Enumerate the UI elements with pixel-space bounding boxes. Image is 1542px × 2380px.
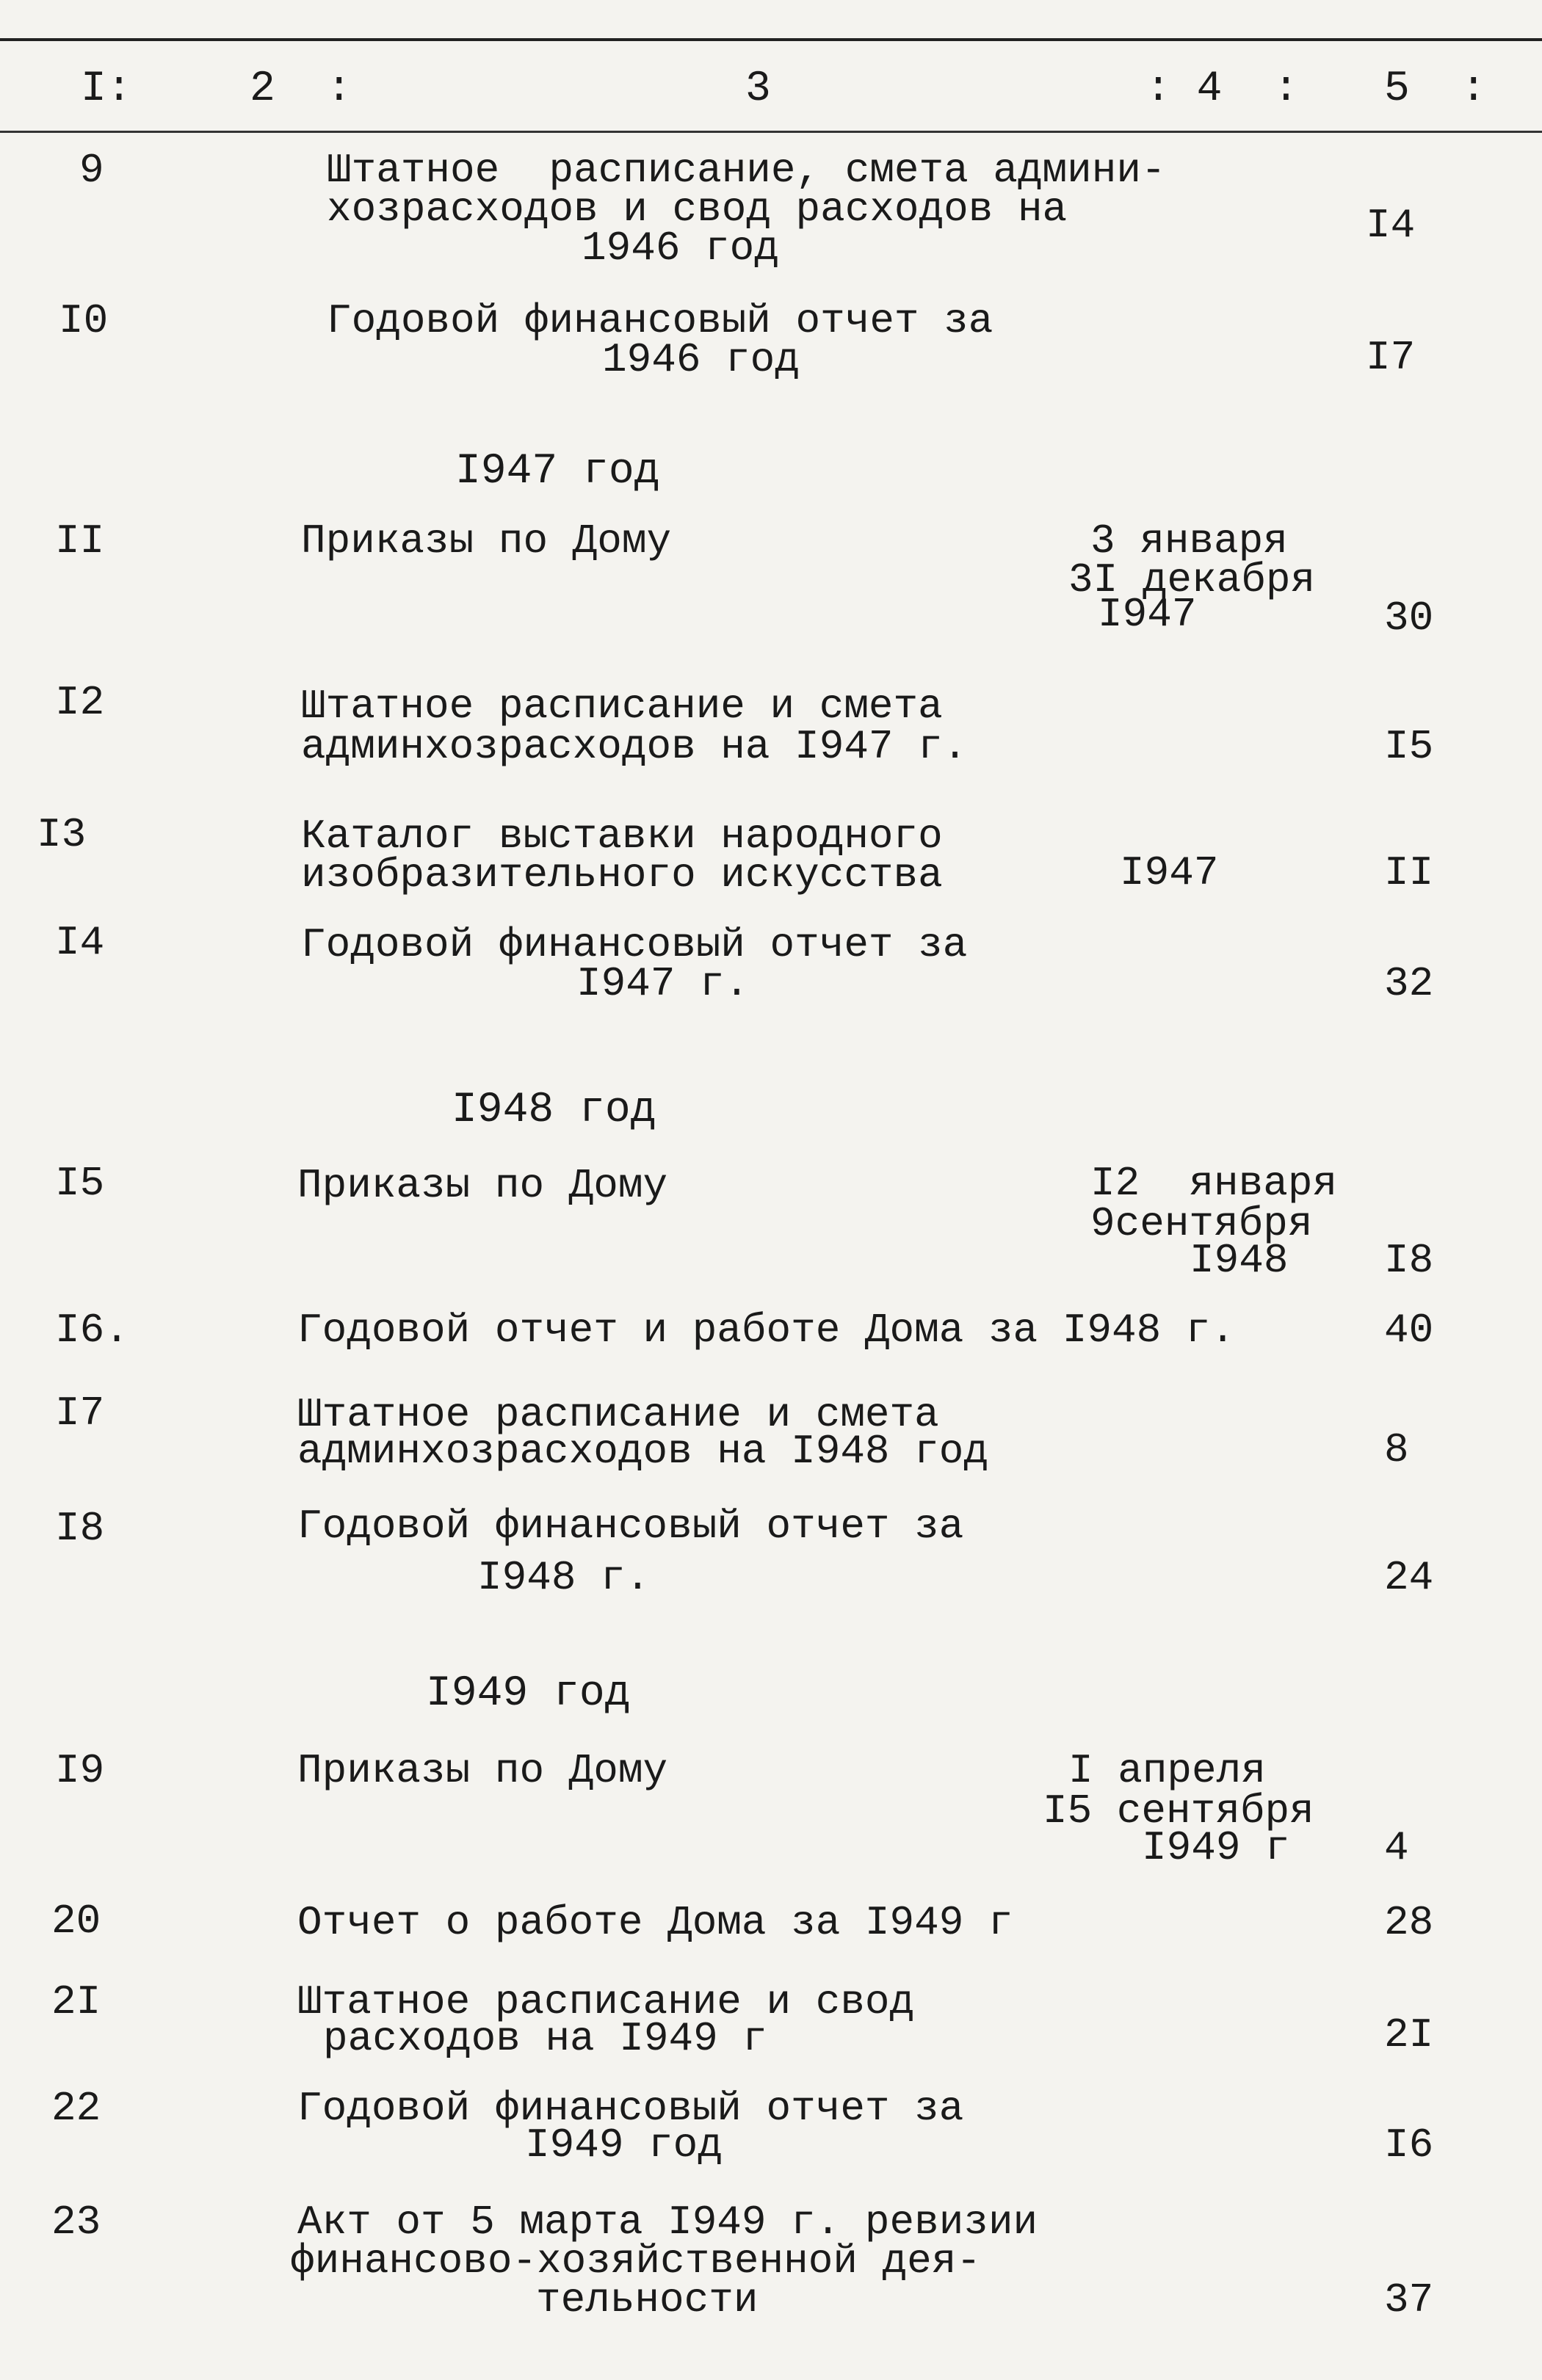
row-pages: I4 <box>1366 202 1416 249</box>
row-title-line: админхозрасходов на I947 г. <box>301 723 968 770</box>
row-title-line: Приказы по Дому <box>297 1747 668 1794</box>
row-number: II <box>55 518 105 565</box>
row-number: 9 <box>79 147 104 194</box>
row-title-line: I948 г. <box>477 1554 651 1601</box>
header-rule <box>0 131 1542 133</box>
row-pages: 2I <box>1384 2011 1434 2058</box>
row-title-line: Штатное расписание и смета <box>297 1391 939 1438</box>
row-pages: 4 <box>1384 1824 1409 1871</box>
header-col-4: : 4 : <box>1145 65 1299 113</box>
row-pages: 32 <box>1384 960 1434 1007</box>
row-number: I7 <box>55 1390 105 1437</box>
row-date-line: I947 <box>1120 849 1219 896</box>
row-title-line: изобразительного искусства <box>301 852 943 899</box>
row-number: I0 <box>59 297 109 344</box>
row-pages: 30 <box>1384 595 1434 642</box>
row-date-line: 9сентября <box>1090 1200 1313 1247</box>
row-number: I8 <box>55 1505 105 1552</box>
row-pages: 40 <box>1384 1307 1434 1354</box>
row-title-line: Отчет о работе Дома за I949 г <box>297 1899 1013 1946</box>
row-title-line: Штатное расписание, смета админи- <box>327 147 1166 194</box>
row-title-line: Штатное расписание и свод <box>297 1978 915 2025</box>
row-number: 22 <box>51 2085 101 2132</box>
row-number: I4 <box>55 919 105 966</box>
row-pages: II <box>1384 849 1434 896</box>
row-title-line: Годовой финансовый отчет за <box>297 2085 964 2132</box>
header-col-2: 2 : <box>250 65 352 113</box>
row-pages: I7 <box>1366 334 1416 381</box>
row-number: I3 <box>37 811 87 858</box>
year-heading: I949 год <box>426 1670 631 1718</box>
row-title-line: Приказы по Дому <box>297 1162 668 1209</box>
row-number: 23 <box>51 2199 101 2246</box>
row-title-line: финансово-хозяйственной дея- <box>290 2238 981 2285</box>
row-pages: 28 <box>1384 1899 1434 1946</box>
row-number: I2 <box>55 679 105 726</box>
row-number: 2I <box>51 1978 101 2025</box>
row-title-line: расходов на I949 г <box>323 2015 767 2062</box>
row-pages: 37 <box>1384 2276 1434 2323</box>
row-title-line: Годовой финансовый отчет за <box>327 297 993 344</box>
row-pages: 8 <box>1384 1426 1409 1473</box>
row-title-line: админхозрасходов на I948 год <box>297 1428 988 1475</box>
row-number: I9 <box>55 1747 105 1794</box>
row-title-line: 1946 год <box>602 336 800 383</box>
row-date-line: I949 г <box>1142 1824 1290 1871</box>
year-heading: I947 год <box>455 448 660 496</box>
row-pages: I5 <box>1384 723 1434 770</box>
row-title-line: тельности <box>536 2276 759 2323</box>
row-date-line: I5 сентября <box>1043 1788 1314 1835</box>
row-title-line: хозрасходов и свод расходов на <box>327 186 1068 233</box>
row-title-line: Штатное расписание и смета <box>301 683 943 730</box>
row-title-line: Приказы по Дому <box>301 518 672 565</box>
row-date-line: I апреля <box>1068 1747 1266 1794</box>
top-rule <box>0 38 1542 41</box>
row-title-line: Акт от 5 марта I949 г. ревизии <box>297 2199 1038 2246</box>
row-title-line: 1946 год <box>582 225 779 272</box>
row-pages: 24 <box>1384 1554 1434 1601</box>
year-heading: I948 год <box>452 1086 656 1134</box>
row-date-line: 3 января <box>1090 518 1288 565</box>
row-number: I5 <box>55 1160 105 1207</box>
row-title-line: Каталог выставки народного <box>301 813 943 860</box>
header-col-3: 3 <box>745 65 771 113</box>
row-title-line: Годовой отчет и работе Дома за I948 г. <box>297 1307 1236 1354</box>
row-date-line: I2 января <box>1090 1160 1338 1207</box>
row-title-line: I949 год <box>525 2122 723 2169</box>
row-title-line: Годовой финансовый отчет за <box>297 1503 964 1550</box>
row-number: I6. <box>55 1307 129 1354</box>
row-date-line: I947 <box>1098 591 1197 638</box>
row-title-line: I947 г. <box>576 960 750 1007</box>
header-col-5: 5 : <box>1384 65 1487 113</box>
row-title-line: Годовой финансовый отчет за <box>301 921 968 968</box>
header-col-1: I: <box>81 65 132 113</box>
row-pages: I8 <box>1384 1237 1434 1284</box>
row-date-line: 3I декабря <box>1068 556 1316 603</box>
row-number: 20 <box>51 1898 101 1945</box>
row-pages: I6 <box>1384 2122 1434 2169</box>
row-date-line: I948 <box>1190 1237 1289 1284</box>
